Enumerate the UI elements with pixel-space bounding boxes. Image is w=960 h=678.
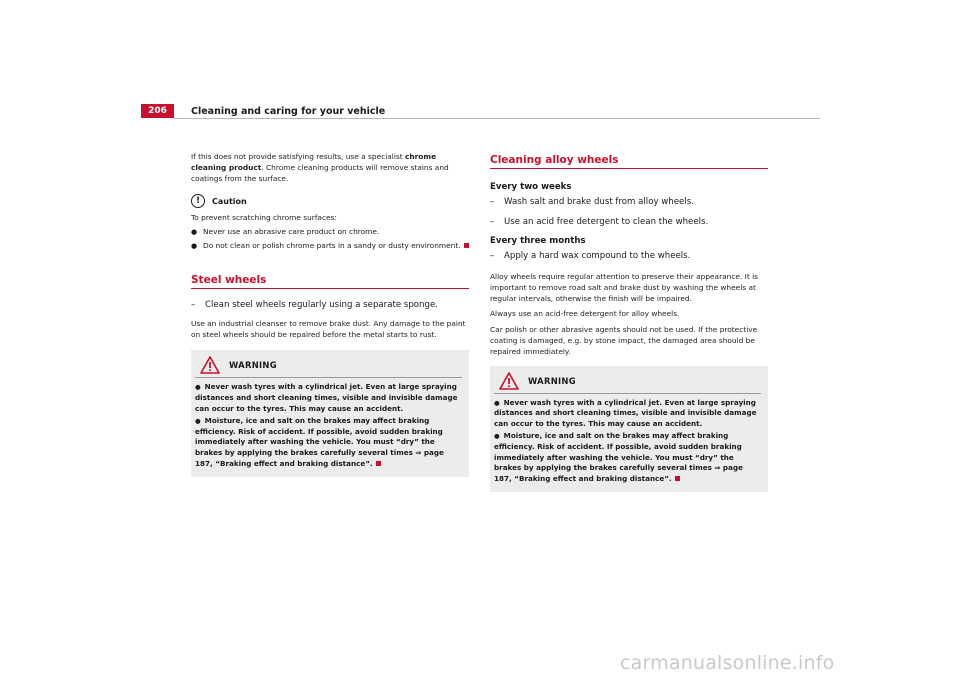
exclamation-circle-icon: ! — [191, 194, 205, 208]
alloy-step — [490, 196, 768, 208]
alloy-wheels-heading: Cleaning alloy wheels — [490, 154, 768, 169]
warning-divider — [494, 393, 761, 394]
alloy-step-text: Use an acid free detergent to clean the wheels. — [504, 217, 709, 227]
warning-divider — [195, 377, 462, 378]
warning-triangle-icon — [499, 372, 519, 390]
every-three-months-heading: Every three months — [490, 236, 586, 246]
page-reference-link[interactable]: ⇒ page 187, “Braking effect and braking distance”. — [494, 463, 743, 483]
warning-box — [490, 366, 768, 493]
dash-marker: – — [490, 251, 495, 261]
warning-header — [195, 354, 462, 376]
chrome-intro-paragraph — [191, 152, 469, 184]
end-square-icon — [675, 476, 680, 481]
caution-intro: To prevent scratching chrome surfaces: — [191, 213, 337, 223]
warning-bullet — [195, 382, 462, 414]
warning-triangle-icon — [200, 356, 220, 374]
warning-box — [191, 350, 469, 477]
warning-bullet — [195, 416, 462, 469]
caution-bullet — [191, 227, 469, 238]
steel-wheels-step-text: Clean steel wheels regularly using a separate sponge. — [205, 299, 438, 310]
page-header-title: Cleaning and caring for your vehicle — [191, 106, 386, 117]
chrome-product-term: chrome cleaning product — [191, 152, 437, 172]
caution-bullet — [191, 241, 469, 252]
steel-wheels-step — [191, 299, 469, 311]
warning-title: WARNING — [528, 375, 576, 386]
dash-marker: – — [490, 197, 495, 207]
warning-title: WARNING — [229, 360, 277, 371]
caution-bullet-text: Never use an abrasive care product on chrome. — [203, 227, 380, 237]
dash-marker: – — [490, 217, 495, 227]
alloy-paragraph: Car polish or other abrasive agents should not be used. If the protective coating is damaged, e.g. by stone impact, the damaged area should be repaired immediately. — [490, 325, 758, 356]
caution-header — [191, 192, 469, 210]
watermark-text: carmanualsonline.info — [620, 652, 835, 674]
bullet-icon: ● — [195, 417, 201, 426]
left-column — [191, 152, 469, 477]
end-square-icon — [376, 461, 381, 466]
warning-bullet-text: Moisture, ice and salt on the brakes may affect braking efficiency. Risk of accident. If possible, avoid sudden braking immediately after washing the vehicle. You must “dry” the brakes by applying the brakes carefully several times — [494, 431, 742, 473]
warning-header — [494, 370, 761, 392]
bullet-icon: ● — [195, 383, 201, 392]
alloy-step-text: Apply a hard wax compound to the wheels. — [504, 251, 691, 261]
chrome-intro-suffix: . Chrome cleaning products will remove stains and coatings from the surface. — [191, 162, 449, 183]
every-two-weeks-heading: Every two weeks — [490, 182, 572, 192]
page-reference-link[interactable]: ⇒ page 187, “Braking effect and braking distance”. — [195, 447, 444, 468]
warning-bullet-text: Moisture, ice and salt on the brakes may affect braking efficiency. Risk of accident. If possible, avoid sudden braking immediately after washing the vehicle. You must “dry” the brakes by applying the brakes carefully several times — [195, 416, 443, 457]
warning-bullet — [494, 431, 761, 484]
chrome-intro-prefix: If this does not provide satisfying results, use a specialist — [191, 152, 405, 161]
end-square-icon — [464, 243, 469, 248]
right-column — [490, 154, 768, 492]
steel-wheels-body: Use an industrial cleanser to remove brake dust. Any damage to the paint on steel wheels should be repaired before the metal starts to rust. — [191, 318, 466, 339]
bullet-icon: ● — [191, 241, 198, 250]
caution-title: Caution — [212, 196, 247, 206]
warning-bullet-text: Never wash tyres with a cylindrical jet. Even at large spraying distances and short cleaning times, visible and invisible damage can occur to the tyres. This may cause an accident. — [494, 397, 757, 428]
alloy-step-text: Wash salt and brake dust from alloy wheels. — [504, 197, 694, 207]
warning-bullet-text: Never wash tyres with a cylindrical jet. Even at large spraying distances and short cleaning times, visible and invisible damage can occur to the tyres. This may cause an accident. — [195, 382, 458, 413]
alloy-step — [490, 216, 768, 228]
bullet-icon: ● — [191, 228, 198, 237]
alloy-paragraph: Always use an acid-free detergent for alloy wheels. — [490, 309, 680, 319]
caution-bullet-text: Do not clean or polish chrome parts in a sandy or dusty environment. — [203, 240, 461, 250]
header-divider — [174, 118, 820, 119]
alloy-paragraph: Alloy wheels require regular attention to preserve their appearance. It is important to remove road salt and brake dust by washing the wheels at regular intervals, otherwise the finish will be impaired. — [490, 272, 758, 303]
bullet-icon: ● — [494, 398, 500, 407]
steel-wheels-heading: Steel wheels — [191, 274, 469, 289]
alloy-step — [490, 250, 768, 262]
page-number: 206 — [141, 104, 174, 118]
bullet-icon: ● — [494, 432, 500, 441]
warning-bullet — [494, 398, 761, 430]
dash-marker: – — [191, 299, 196, 310]
